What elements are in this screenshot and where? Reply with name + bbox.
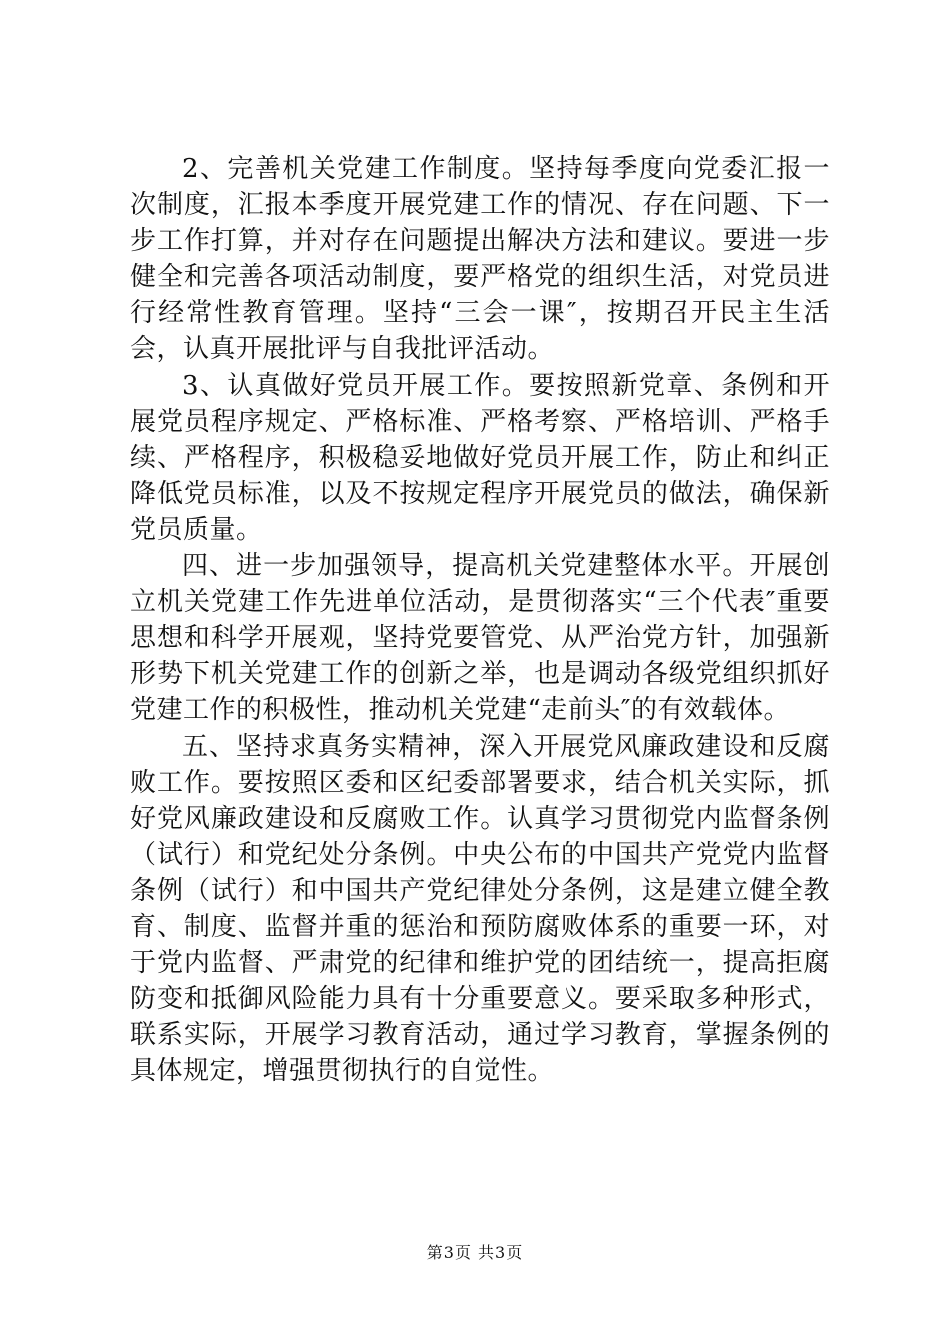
paragraph-anti-corruption: 五、坚持求真务实精神，深入开展党风廉政建设和反腐败工作。要按照区委和区纪委部署要求，结合机关实际，抓好党风廉政建设和反腐败工作。认真学习贯彻党内监督条例（试行）和党纪处分条例。中央公布的中国共产党党内监督条例（试行）和中国共产党纪律处分条例，这是建立健全教育、制度、监督并重的惩治和预防腐败体系的重要一环，对于党内监督、严肃党的纪律和维护党的团结统一，提高拒腐防变和抵御风险能力具有十分重要意义。要采取多种形式，联系实际，开展学习教育活动，通过学习教育，掌握条例的具体规定，增强贯彻执行的自觉性。 bbox=[130, 731, 830, 1087]
page-number-footer: 第3页 共3页 bbox=[426, 1243, 524, 1262]
paragraph-member-development: 3、认真做好党员开展工作。要按照新党章、条例和开展党员程序规定、严格标准、严格考察、严格培训、严格手续、严格程序，积极稳妥地做好党员开展工作，防止和纠正降低党员标准，以及不按规定程序开展党员的做法，确保新党员质量。 bbox=[130, 370, 830, 545]
paragraph-party-building-system: 2、完善机关党建工作制度。坚持每季度向党委汇报一次制度，汇报本季度开展党建工作的情况、存在问题、下一步工作打算，并对存在问题提出解决方法和建议。要进一步健全和完善各项活动制度，要严格党的组织生活，对党员进行经常性教育管理。坚持“三会一课″，按期召开民主生活会，认真开展批评与自我批评活动。 bbox=[130, 154, 830, 365]
paragraph-strengthen-leadership: 四、进一步加强领导，提高机关党建整体水平。开展创立机关党建工作先进单位活动，是贯彻落实“三个代表″重要思想和科学开展观，坚持党要管党、从严治党方针，加强新形势下机关党建工作的创新之举，也是调动各级党组织抓好党建工作的积极性，推动机关党建“走前头″的有效载体。 bbox=[130, 551, 830, 726]
document-body bbox=[130, 151, 830, 1089]
